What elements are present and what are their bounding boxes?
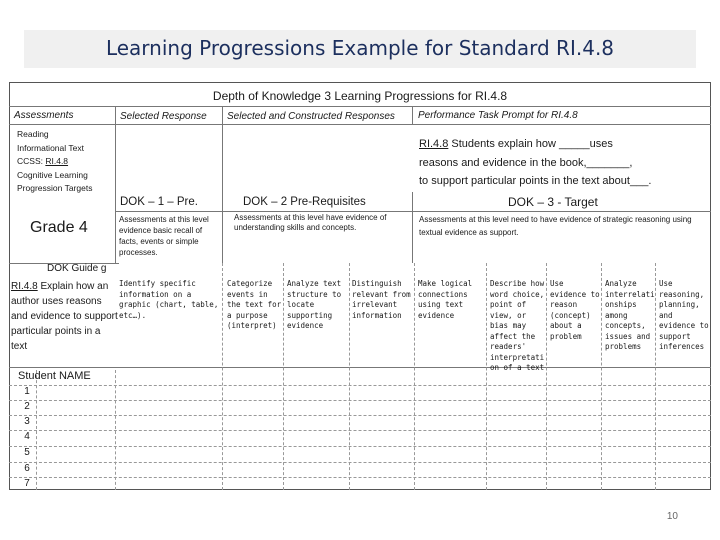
row-sep <box>9 400 711 401</box>
student-name-label: Student NAME <box>18 370 91 382</box>
left-info-line: Cognitive Learning <box>17 169 88 180</box>
progression-cell: Identify specific information on a graphic (chart, table, etc…). <box>119 279 219 320</box>
rule-dok-labels <box>115 211 711 212</box>
table-heading: Depth of Knowledge 3 Learning Progressions for RI.4.8 <box>212 89 508 103</box>
dok1-label: DOK – 1 – Pre. <box>120 196 198 208</box>
dok1-description: Assessments at this level evidence basic recall of facts, events or simple processes. <box>119 215 209 257</box>
row-number: 1 <box>24 386 30 397</box>
row-sep <box>9 462 711 463</box>
left-info <box>17 128 117 196</box>
dok-guide-label: DOK Guide g <box>47 263 107 274</box>
progression-cell: Analyze text structure to locate supporting evidence <box>287 279 342 330</box>
col-header-selected-response: Selected Response <box>120 111 207 122</box>
progression-cell: Distinguish relevant from irrelevant information <box>352 279 411 320</box>
col-sep <box>601 263 602 490</box>
left-info-ccss <box>17 155 117 169</box>
ccss-code: RI.4.8 <box>45 156 69 166</box>
progression-cell: Analyze interrelati onships among concepts, issues and problems <box>605 279 655 351</box>
dok2-description: Assessments at this level have evidence of understanding skills and concepts. <box>234 213 387 232</box>
progression-cell: Use evidence to reason (concept) about a problem <box>550 279 600 341</box>
row-number: 7 <box>24 478 30 489</box>
prompt-line-3: to support particular points in the text about___. <box>419 175 652 187</box>
rule-student-name <box>9 367 711 368</box>
row-number: 2 <box>24 401 30 412</box>
prompt-line-1 <box>419 135 651 154</box>
row-number: 4 <box>24 431 30 442</box>
row-sep <box>9 385 711 386</box>
prompt-code: RI.4.8 <box>419 138 449 150</box>
col-sep <box>546 263 547 490</box>
row-number: 3 <box>24 416 30 427</box>
row-sep <box>9 477 711 478</box>
progression-cell: Describe how word choice, point of view, or bias may affect the readers' interpretati on of a text <box>490 279 545 372</box>
slide-title: Learning Progressions Example for Standard RI.4.8 <box>105 36 615 60</box>
row-number: 5 <box>24 447 30 458</box>
dok-guide-text <box>11 279 119 354</box>
guide-description: Explain how an author uses reasons and evidence to support particular points in a text <box>11 281 118 352</box>
col-header-performance-task: Performance Task Prompt for RI.4.8 <box>418 110 578 121</box>
prompt-line-2: reasons and evidence in the book,_______, <box>419 156 633 169</box>
prompt-text: Students explain how _____uses <box>448 138 613 150</box>
rule-v-constructed <box>412 106 413 124</box>
row-sep <box>9 430 711 431</box>
progression-cell: Categorize events in the text for a purpose (interpret) <box>227 279 282 330</box>
dok3-description: Assessments at this level need to have evidence of strategic reasoning using textual evidence as support. <box>419 215 692 237</box>
progression-cell: Make logical connections using text evidence <box>418 279 473 320</box>
row-number: 6 <box>24 463 30 474</box>
grade-label: Grade 4 <box>30 219 88 236</box>
row-sep <box>9 446 711 447</box>
left-info-line: Reading <box>17 129 49 139</box>
left-info-line: Informational Text <box>17 142 84 153</box>
col-sep <box>349 263 350 490</box>
col-sep <box>655 263 656 490</box>
col-header-selected-constructed: Selected and Constructed Responses <box>227 111 395 122</box>
ccss-prefix: CCSS: <box>17 156 43 166</box>
row-sep <box>9 415 711 416</box>
left-info-line: Progression Targets <box>17 183 93 193</box>
progression-cell: Use reasoning, planning, and evidence to support inferences <box>659 279 709 351</box>
rule-v-constructed-lower <box>412 192 413 263</box>
col-sep <box>222 263 223 490</box>
col-header-assessments: Assessments <box>14 110 74 121</box>
performance-prompt <box>419 135 651 191</box>
guide-code: RI.4.8 <box>11 281 38 292</box>
col-sep <box>486 263 487 490</box>
page-number: 10 <box>666 511 678 522</box>
col-sep <box>414 263 415 490</box>
dok2-label: DOK – 2 Pre-Requisites <box>243 196 366 208</box>
dok3-label: DOK – 3 - Target <box>508 195 598 209</box>
guide-letter: g <box>100 263 107 274</box>
